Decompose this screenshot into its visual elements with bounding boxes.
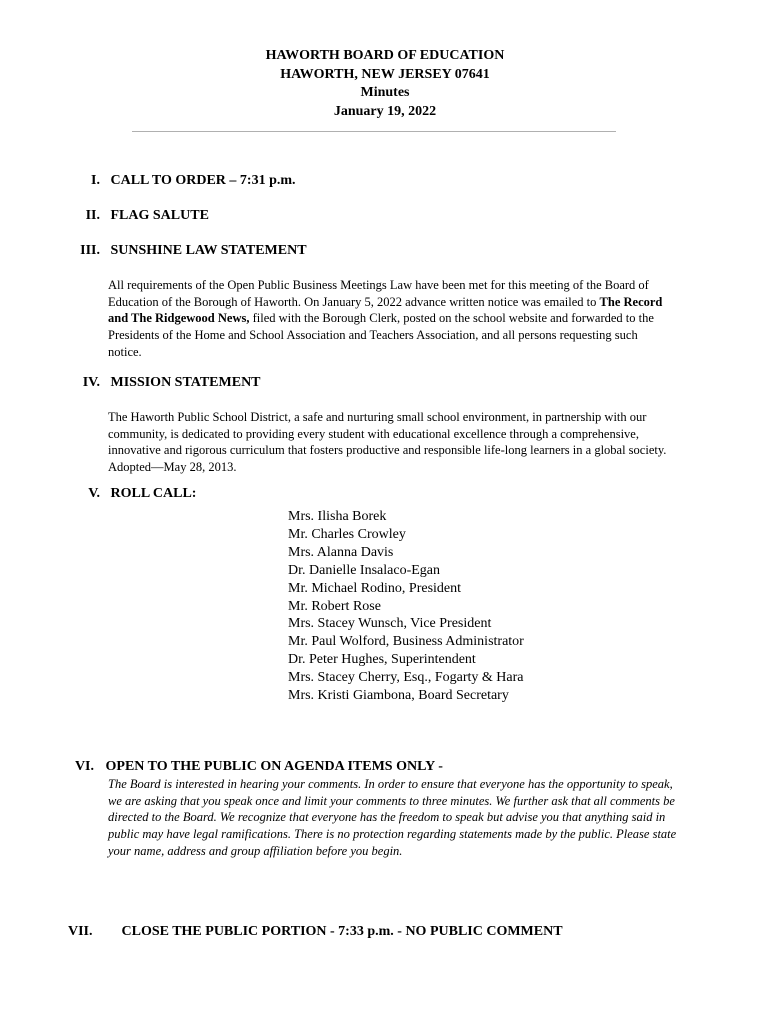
section-title: CLOSE THE PUBLIC PORTION - 7:33 p.m. - NO PUBLIC COMMENT xyxy=(121,924,563,939)
roll-call-member: Mrs. Stacey Wunsch, Vice President xyxy=(288,616,492,632)
roll-call-member: Mrs. Stacey Cherry, Esq., Fogarty & Hara xyxy=(288,670,524,686)
roll-call-member: Mrs. Ilisha Borek xyxy=(288,509,387,524)
section-title: MISSION STATEMENT xyxy=(110,375,261,390)
section-flag-salute xyxy=(80,208,209,224)
district-location: HAWORTH, NEW JERSEY 07641 xyxy=(280,66,490,82)
section-number: IV. xyxy=(82,375,100,390)
document-header xyxy=(0,47,770,121)
section-number: II. xyxy=(85,208,100,223)
section-mission-statement xyxy=(80,375,261,391)
section-roll-call xyxy=(80,486,196,502)
section-title: FLAG SALUTE xyxy=(110,208,209,223)
mission-statement-text: The Haworth Public School District, a safe and nurturing small school environment, in partnership with our community, is dedicated to providing every student with educational excellence through a comprehensive, innovative and rigorous curriculum that fosters productive and responsible life-long learners in a global society. Adopted—May 28, 2013. xyxy=(108,410,667,475)
roll-call-member: Mr. Charles Crowley xyxy=(288,526,406,542)
document-type: Minutes xyxy=(360,85,410,100)
roll-call-member: Mr. Robert Rose xyxy=(288,598,381,614)
meeting-date: January 19, 2022 xyxy=(333,103,437,119)
section-title: CALL TO ORDER – 7:31 p.m. xyxy=(110,173,296,188)
section-close-public-portion xyxy=(68,924,563,940)
section-call-to-order xyxy=(80,173,296,189)
section-number: V. xyxy=(88,486,100,501)
roll-call-member: Mr. Paul Wolford, Business Administrator xyxy=(288,634,524,650)
section-sunshine-law xyxy=(80,243,307,259)
roll-call-member: Dr. Peter Hughes, Superintendent xyxy=(288,652,476,668)
section-title: OPEN TO THE PUBLIC ON AGENDA ITEMS ONLY - xyxy=(105,759,443,774)
roll-call-list xyxy=(288,508,524,705)
section-open-to-public xyxy=(68,759,443,775)
sunshine-law-text: All requirements of the Open Public Business Meetings Law have been met for this meeting of the Board of Education of the Borough of Haworth. On January 5, 2022 advance written notice was emailed to The Record and The Ridgewood News, filed with the Borough Clerk, posted on the school website and forwarded to the Presidents of the Home and School Association and Teachers Association, and all persons requesting such notice. xyxy=(108,278,663,359)
roll-call-member: Mrs. Alanna Davis xyxy=(288,544,394,560)
public-comment-text: The Board is interested in hearing your comments. In order to ensure that everyone has the opportunity to speak, we are asking that you speak once and limit your comments to three minutes. We further ask that all comments be directed to the Board. We recognize that everyone has the freedom to speak but advise you that anything said in public may have legal ramifications. There is no protection regarding statements made by the public. Please state your name, address and group affiliation before you begin. xyxy=(108,777,677,858)
section-title: SUNSHINE LAW STATEMENT xyxy=(110,243,307,258)
roll-call-member: Mr. Michael Rodino, President xyxy=(288,580,462,596)
section-number: VI. xyxy=(74,759,94,774)
section-number: VII. xyxy=(68,924,93,939)
roll-call-member: Mrs. Kristi Giambona, Board Secretary xyxy=(288,688,509,704)
section-title: ROLL CALL: xyxy=(110,486,197,501)
district-name: HAWORTH BOARD OF EDUCATION xyxy=(265,48,505,63)
roll-call-member: Dr. Danielle Insalaco-Egan xyxy=(288,562,440,578)
newspaper-names: The Record and The Ridgewood News, xyxy=(108,294,663,326)
header-divider xyxy=(132,131,616,132)
section-number: III. xyxy=(80,243,100,258)
section-number: I. xyxy=(91,173,100,188)
